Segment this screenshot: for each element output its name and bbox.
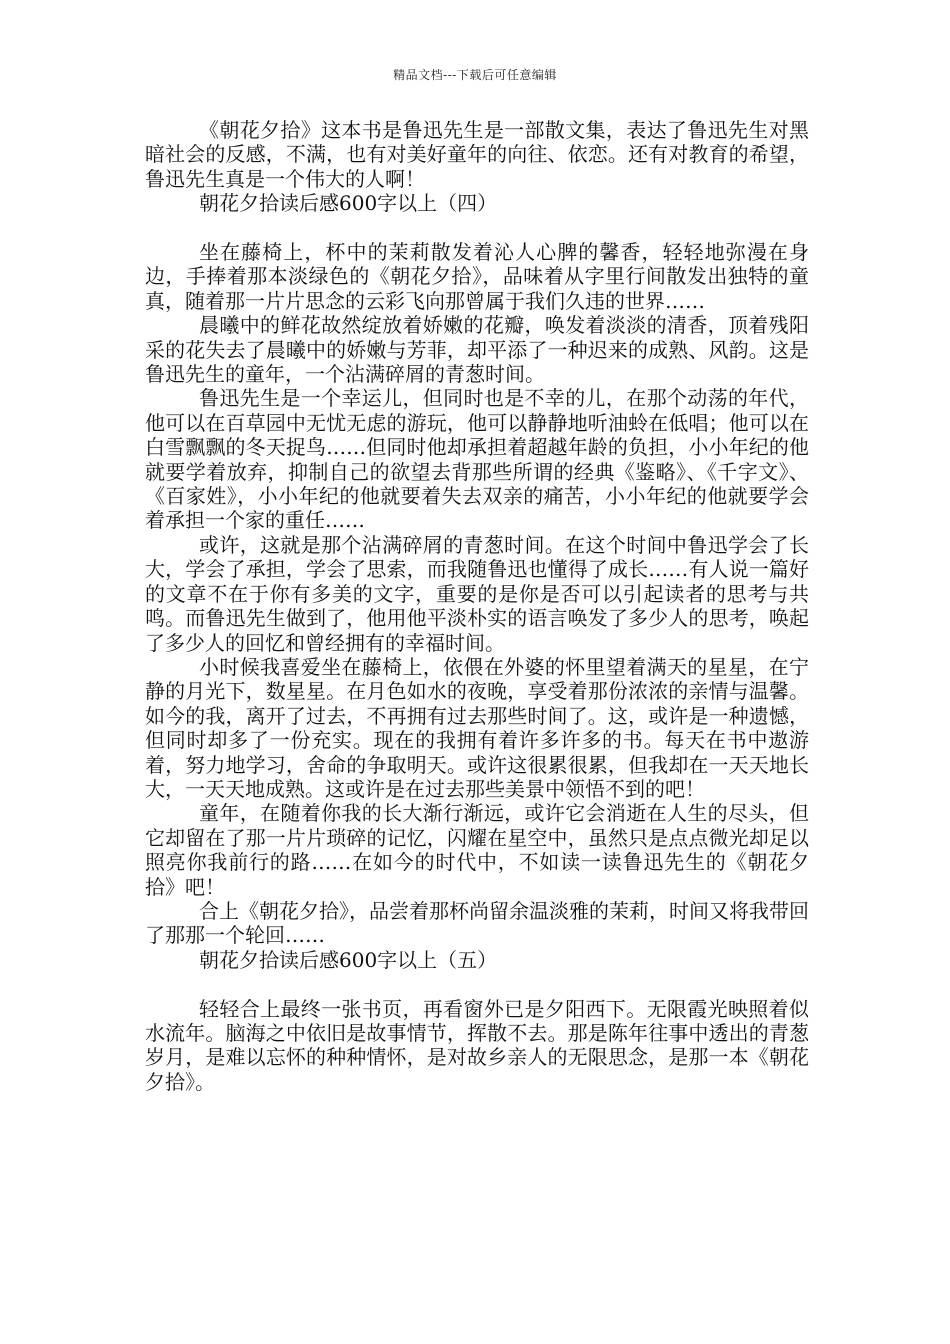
section-four-paragraph-4: 或许，这就是那个沾满碎屑的青葱时间。在这个时间中鲁迅学会了长大，学会了承担，学会了思索，而我随鲁迅也懂得了成长……有人说一篇好的文章不在于你有多美的文字，重要的是你是否可以引起读者的思考与共鸣。而鲁迅先生做到了，他用他平淡朴实的语言唤发了多少人的思考，唤起了多少人的回忆和曾经拥有的幸福时间。 <box>145 532 809 655</box>
document-body <box>145 118 809 1094</box>
page-header: 精品文档---下载后可任意编辑 <box>393 68 557 82</box>
section-four-paragraph-2: 晨曦中的鲜花故然绽放着娇嫩的花瓣，唤发着淡淡的清香，顶着残阳采的花失去了晨曦中的娇嫩与芳菲，却平添了一种迟来的成熟、风韵。这是鲁迅先生的童年，一个沾满碎屑的青葱时间。 <box>145 313 809 387</box>
section-four-paragraph-1: 坐在藤椅上，杯中的茉莉散发着沁人心脾的馨香，轻轻地弥漫在身边，手捧着那本淡绿色的《朝花夕拾》，品味着从字里行间散发出独特的童真，随着那一片片思念的云彩飞向那曾属于我们久违的世界…… <box>145 240 809 313</box>
section-five-paragraph-1: 轻轻合上最终一张书页，再看窗外已是夕阳西下。无限霞光映照着似水流年。脑海之中依旧是故事情节，挥散不去。那是陈年往事中透出的青葱岁月，是难以忘怀的种种情怀，是对故乡亲人的无限思念，是那一本《朝花夕拾》。 <box>145 996 809 1094</box>
intro-paragraph: 《朝花夕拾》这本书是鲁迅先生是一部散文集，表达了鲁迅先生对黑暗社会的反感，不满，也有对美好童年的向往、依恋。还有对教育的希望，鲁迅先生真是一个伟大的人啊！ <box>145 118 809 191</box>
section-five-heading: 朝花夕拾读后感600字以上（五） <box>199 947 498 972</box>
section-four-paragraph-7: 合上《朝花夕拾》，品尝着那杯尚留余温淡雅的茉莉，时间又将我带回了那那一个轮回…… <box>145 898 809 948</box>
section-four-paragraph-3: 鲁迅先生是一个幸运儿，但同时也是不幸的儿，在那个动荡的年代，他可以在百草园中无忧无虑的游玩，他可以静静地听油蛉在低唱；他可以在白雪飘飘的冬天捉鸟……但同时他却承担着超越年龄的负担，小小年纪的他就要学着放弃，抑制自己的欲望去背那些所谓的经典《鉴略》、《千字文》、《百家姓》，小小年纪的他就要着失去双亲的痛苦，小小年纪的他就要学会着承担一个家的重任…… <box>145 386 809 533</box>
section-four-paragraph-6: 童年，在随着你我的长大渐行渐远，或许它会消逝在人生的尽头，但它却留在了那一片片琐碎的记忆，闪耀在星空中，虽然只是点点微光却足以照亮你我前行的路……在如今的时代中，不如读一读鲁迅先生的《朝花夕拾》吧！ <box>145 801 809 899</box>
section-four-paragraph-5: 小时候我喜爱坐在藤椅上，依偎在外婆的怀里望着满天的星星，在宁静的月光下，数星星。在月色如水的夜晚，享受着那份浓浓的亲情与温馨。如今的我，离开了过去，不再拥有过去那些时间了。这，或许是一种遗憾，但同时却多了一份充实。现在的我拥有着许多许多的书。每天在书中遨游着，努力地学习，舍命的争取明天。或许这很累很累，但我却在一天天地长大，一天天地成熟。这或许是在过去那些美景中领悟不到的吧！ <box>145 654 809 801</box>
section-four-heading: 朝花夕拾读后感600字以上（四） <box>199 191 498 216</box>
